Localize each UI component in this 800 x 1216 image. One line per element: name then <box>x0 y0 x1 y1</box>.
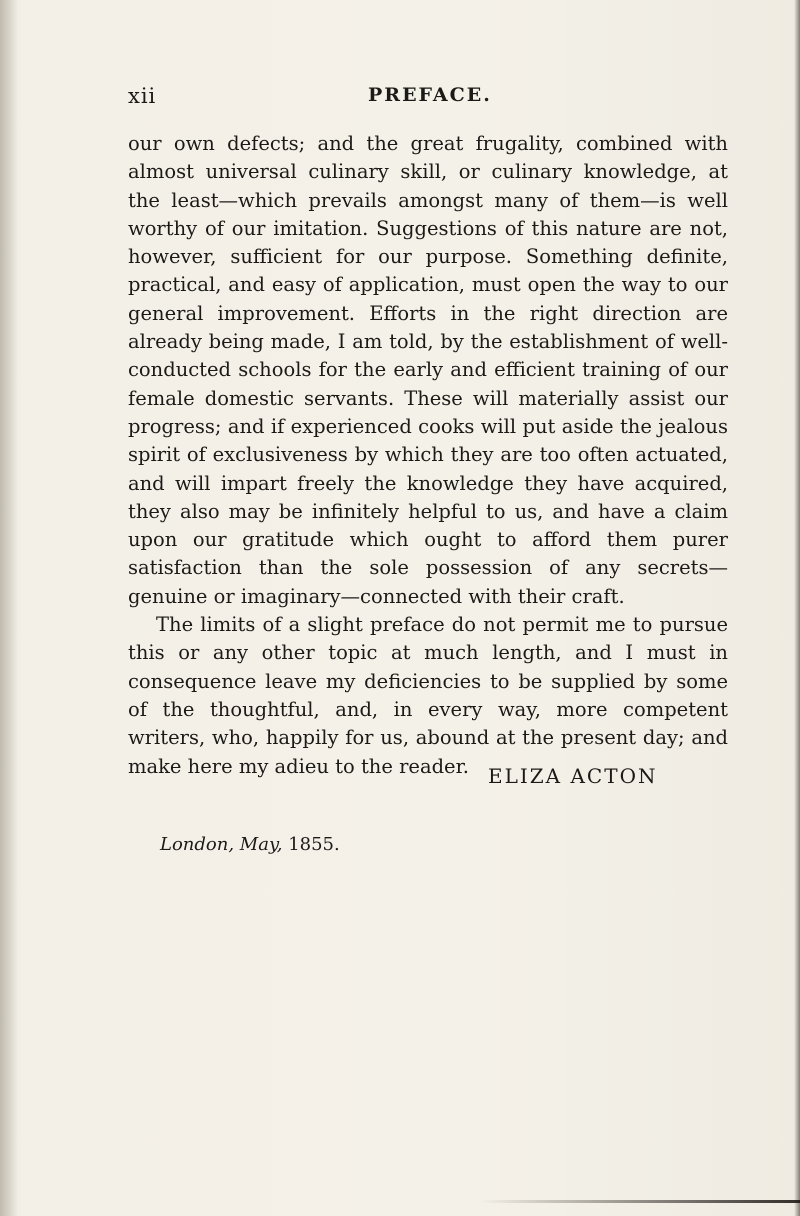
running-title: PREFACE. <box>368 84 492 106</box>
author-signature: ELIZA ACTON <box>488 764 658 788</box>
paragraph-1: our own defects; and the great frugality, combined with almost universal culinary skill, or culinary knowledge, at the least—which prevails amongst many of them—is well worthy of our imitation. Suggestions of this nature are not, however, sufficient for our purpose. Something definite, practical, and easy of application, must open the way to our general improvement. Efforts in the right direction are already being made, I am told, by the establishment of well-conducted schools for the early and efficient training of our female domestic servants. These will materially assist our progress; and if experienced cooks will put aside the jealous spirit of exclusiveness by which they are too often actuated, and will impart freely the knowledge they have acquired, they also may be infinitely helpful to us, and have a claim upon our gratitude which ought to afford them purer satisfaction than the sole possession of any secrets—genuine or imaginary—connected with their craft. <box>128 132 728 608</box>
dateline-year: 1855. <box>288 834 340 855</box>
page-number: xii <box>128 84 157 108</box>
running-head <box>128 84 728 114</box>
paragraph-2: The limits of a slight preface do not permit me to pursue this or any other topic at much length, and I must in consequence leave my deficiencies to be supplied by some of the thoughtful, and, in every way, more competent writers, who, happily for us, abound at the present day; and make here my adieu to the reader. <box>128 613 728 778</box>
page-bottom-edge <box>480 1200 800 1203</box>
page-edge-shadow <box>794 0 800 1216</box>
dateline <box>160 834 340 855</box>
body-text <box>128 130 728 781</box>
gutter-shadow <box>0 0 18 1216</box>
dateline-place: London, May, <box>160 834 283 855</box>
